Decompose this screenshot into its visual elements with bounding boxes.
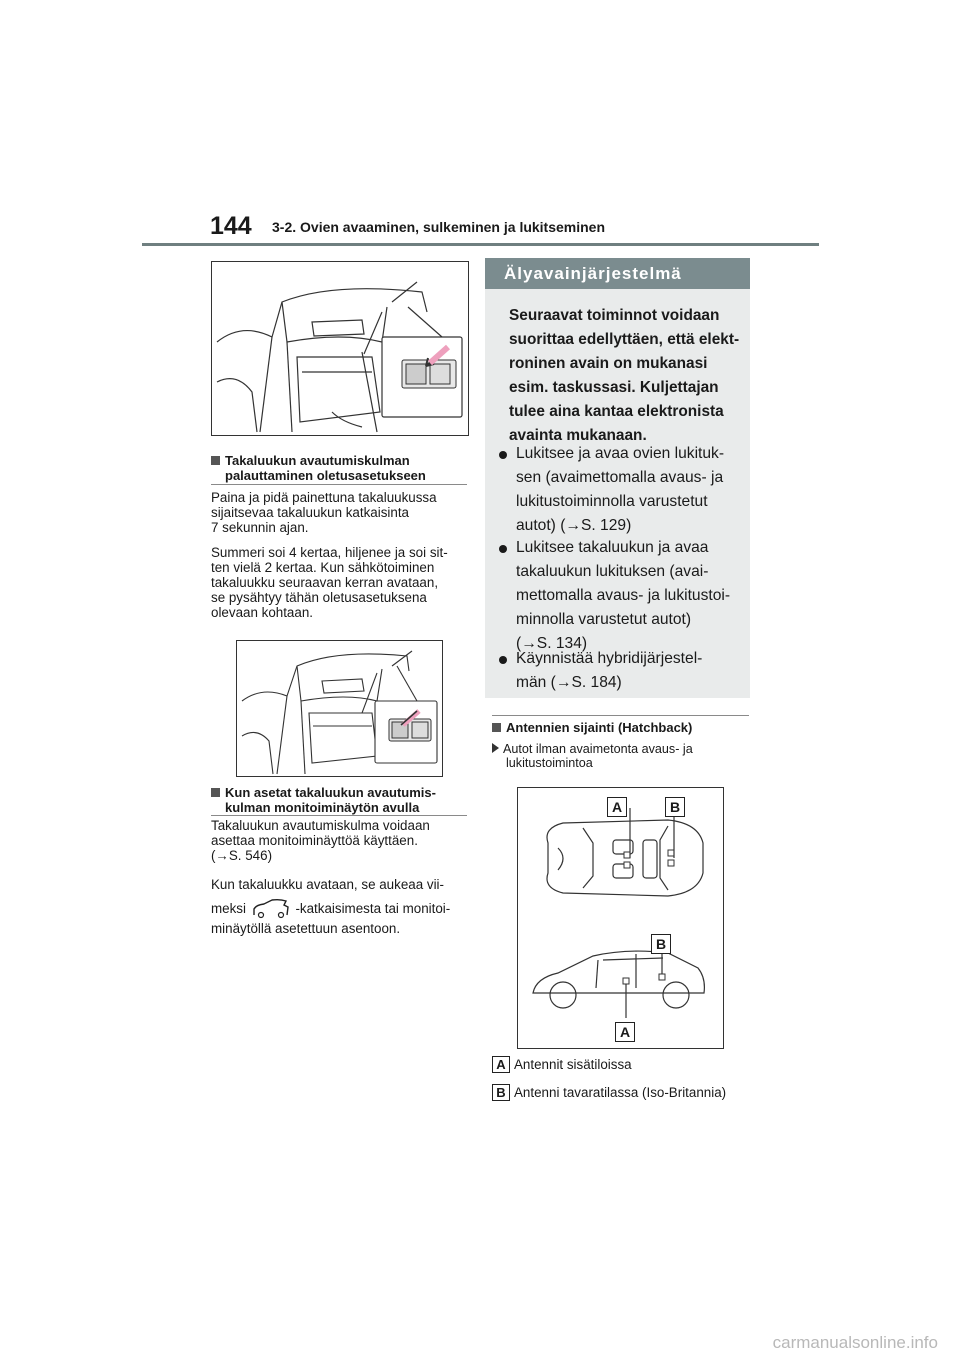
text-line: se pysähtyy tähän oletusasetuksena (211, 590, 427, 605)
paragraph-buzzer (211, 545, 471, 620)
heading-line: kulman monitoiminäytön avulla (225, 800, 420, 815)
text-line: lukitustoiminnolla varustetut (516, 493, 708, 510)
bullet-dot-icon (499, 545, 507, 553)
text-line: roninen avain on mukanasi (509, 355, 708, 372)
section-divider (211, 815, 467, 816)
text-line: esim. taskussasi. Kuljettajan (509, 379, 719, 396)
heading-line: Takaluukun avautumiskulman (225, 453, 410, 468)
tailgate-figure-2 (236, 640, 443, 777)
text-line: Kun takaluukku avataan, se aukeaa vii- (211, 877, 444, 892)
text-line: Käynnistää hybridijärjestel- (516, 650, 703, 667)
section-divider (211, 484, 467, 485)
text-line: ten vielä 2 kertaa. Kun sähkötoiminen (211, 560, 435, 575)
heading-line: Antennien sijainti (Hatchback) (506, 720, 693, 735)
text-line: Lukitsee takaluukun ja avaa (516, 539, 709, 556)
smart-key-banner: Älyavainjärjestelmä (485, 258, 750, 289)
bullet-tailgate-lock (516, 536, 746, 656)
square-bullet-icon (211, 456, 220, 465)
text-line: (→S. 134) (516, 635, 588, 652)
callout-a-top: A (607, 797, 627, 817)
callout-b-top: B (665, 797, 685, 817)
legend-text: Antenni tavaratilassa (Iso-Britannia) (514, 1085, 727, 1100)
chapter-title: 3-2. Ovien avaaminen, sulkeminen ja lukitseminen (272, 219, 606, 235)
text-line: minäytöllä asetettuun asentoon. (211, 921, 401, 936)
legend-key: B (492, 1084, 510, 1101)
text-line: sijaitsevaa takaluukun katkaisinta (211, 505, 409, 520)
heading-line: Kun asetat takaluukun avautumis- (225, 785, 436, 800)
text-line: lukitustoimintoa (506, 756, 593, 770)
tailgate-illustration-1 (212, 262, 468, 435)
smart-key-intro (509, 304, 741, 448)
text-line: suorittaa edellyttäen, että elekt- (509, 331, 740, 348)
legend-key: A (492, 1056, 510, 1073)
text-line: tulee aina kantaa elektronista (509, 403, 724, 420)
text-line: Paina ja pidä painettuna takaluukussa (211, 490, 437, 505)
text-line: Lukitsee ja avaa ovien lukituk- (516, 445, 725, 462)
text-line: takaluukun lukituksen (avai- (516, 563, 709, 580)
antenna-figure (517, 787, 724, 1049)
text-line: avainta mukanaan. (509, 427, 647, 444)
tailgate-figure-1 (211, 261, 469, 436)
text-line: Seuraavat toiminnot voidaan (509, 307, 720, 324)
legend-text: Antennit sisätiloissa (514, 1057, 632, 1072)
paragraph-reset-instructions (211, 490, 471, 535)
tailgate-illustration-2 (237, 641, 442, 776)
text-line: mettomalla avaus- ja lukitustoi- (516, 587, 731, 604)
callout-a-side: A (615, 1022, 635, 1042)
heading-line: palauttaminen oletusasetukseen (225, 468, 426, 483)
text-line: Takaluukun avautumiskulma voidaan (211, 818, 430, 833)
bullet-hybrid-start (516, 647, 746, 695)
section-divider (492, 715, 749, 716)
paragraph-display-setting (211, 818, 471, 863)
antenna-subheading (492, 742, 693, 770)
text-line: takaluukku seuraavan kerran avataan, (211, 575, 439, 590)
paragraph-opening-position (211, 873, 481, 936)
section-heading-antenna (492, 720, 692, 735)
text-fragment: -katkaisimesta tai monitoi- (295, 901, 451, 916)
text-line: Autot ilman avaimetonta avaus- ja (503, 742, 693, 756)
bullet-dot-icon (499, 451, 507, 459)
text-fragment: meksi (211, 901, 246, 916)
square-bullet-icon (211, 788, 220, 797)
text-line: asettaa monitoiminäyttöä käyttäen. (211, 833, 418, 848)
section-heading-tailgate-reset (211, 453, 426, 483)
square-bullet-icon (492, 723, 501, 732)
page-number: 144 (210, 212, 252, 240)
section-heading-tailgate-display (211, 785, 436, 815)
text-line: olevaan kohtaan. (211, 605, 313, 620)
car-tailgate-icon (252, 897, 290, 919)
antenna-illustration (518, 788, 723, 1048)
bullet-door-lock (516, 442, 746, 538)
page-reference: (→S. 546) (211, 848, 273, 863)
text-line: män (→S. 184) (516, 674, 622, 691)
watermark: carmanualsonline.info (772, 1333, 938, 1352)
text-line: autot) (→S. 129) (516, 517, 632, 534)
text-line: 7 sekunnin ajan. (211, 520, 309, 535)
text-line: minnolla varustetut autot) (516, 611, 692, 628)
bullet-dot-icon (499, 656, 507, 664)
callout-b-side: B (651, 934, 671, 954)
triangle-bullet-icon (492, 743, 499, 753)
text-line: sen (avaimettomalla avaus- ja (516, 469, 724, 486)
header-rule (142, 243, 819, 246)
text-line-with-icon (211, 897, 481, 921)
text-line: Summeri soi 4 kertaa, hiljenee ja soi sit- (211, 545, 448, 560)
